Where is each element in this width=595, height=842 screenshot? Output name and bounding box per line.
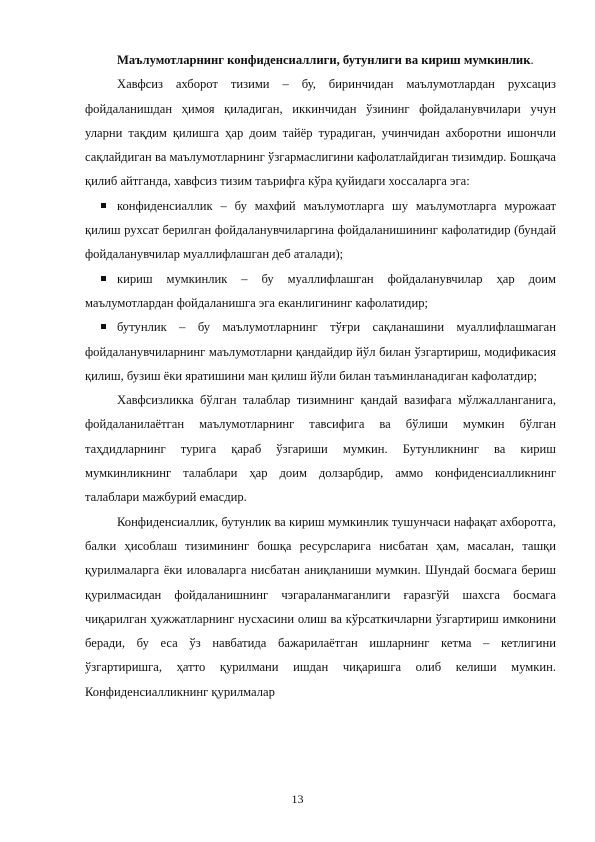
paragraph-requirements: Хавфсизликка бўлган талаблар тизимнинг қандай вазифага мўлжалланганига, фойдаланилаётган маълумотларнинг тавсифига ва бўлиши мумкин бўлган таҳдидларнинг турига қараб ўзгариши мумкин. Бутунликнинг ва кириш мумкинликнинг талаблари ҳар доим долзарбдир, аммо конфиденсиалликнинг талаблари мажбурий емасдир. [85,393,556,505]
heading-tail: . [530,53,534,67]
page-number: 13 [291,792,304,806]
list-item [85,194,556,267]
paragraph-concepts: Конфиденсиаллик, бутунлик ва кириш мумкинлик тушунчаси нафақат ахборотга, балки ҳисоблаш тизимининг бошқа ресурсларига нисбатан ҳам, масалан, ташқи қурилмаларга ёки иловаларга нисбатан аниқланиши мумкин. Шундай босмага бериш қурилмасидан фойдаланишнинг чэгараланмаганлиги ғаразгўй шахсга босмага чиқарилган ҳужжатларнинг нусхасини олиш ва кўрсаткичларни ўзгартириш имконини беради, бу еса ўз навбатида бажарилаётган ишларнинг кетма – кетлигини ўзгартиришга, ҳатто қурилмани ишдан чиқаришга олиб келиши мумкин. Конфиденсиалликнинг қурилмалар [85,514,556,699]
square-bullet-icon [101,324,106,329]
document-body [85,48,556,704]
heading-text: Маълумотларнинг конфиденсиаллиги, бутунлиги ва кириш мумкинлик [117,53,531,67]
square-bullet-icon [101,203,106,208]
list-item-text: кириш мумкинлик – бу муаллифлашган фойдаланувчилар ҳар доим маълумотлардан фойдаланишга эга еканлигининг кафолатидир; [85,271,556,310]
paragraph-definition: Хавфсиз ахборот тизими – бу, биринчидан маълумотлардан рухсациз фойдаланишдан ҳимоя қиладиган, иккинчидан ўзининг фойдаланувчилари учун уларни тақдим қилишга ҳар доим тайёр турадиган, учинчидан ахборотни ишончли сақлайдиган ва маълумотларнинг ўзгармаслигини кафолатлайдиган тизимдир. Бошқача қилиб айтганда, хавфсиз тизим таърифга кўра қуйидаги хоссаларга эга: [85,77,556,189]
section-heading [85,48,556,72]
list-item [85,267,556,316]
square-bullet-icon [101,276,106,281]
list-item [85,315,556,388]
list-item-text: бутунлик – бу маълумотларнинг тўғри сақланашини муаллифлашмаган фойдаланувчиларнинг маълумотларни қандайдир йўл билан ўзгартириш, модификасия қилиш, бузиш ёки яратишини ман қилиш йўли билан таъминланадиган кафолатдир; [85,320,556,383]
list-item-text: конфиденсиаллик – бу махфий маълумотларга шу маълумотларга мурожаат қилиш рухсат берилган фойдаланувчиларгина фойдаланишининг кафолатидир (бундай фойдаланувчилар муаллифлашган деб аталади); [85,198,556,262]
